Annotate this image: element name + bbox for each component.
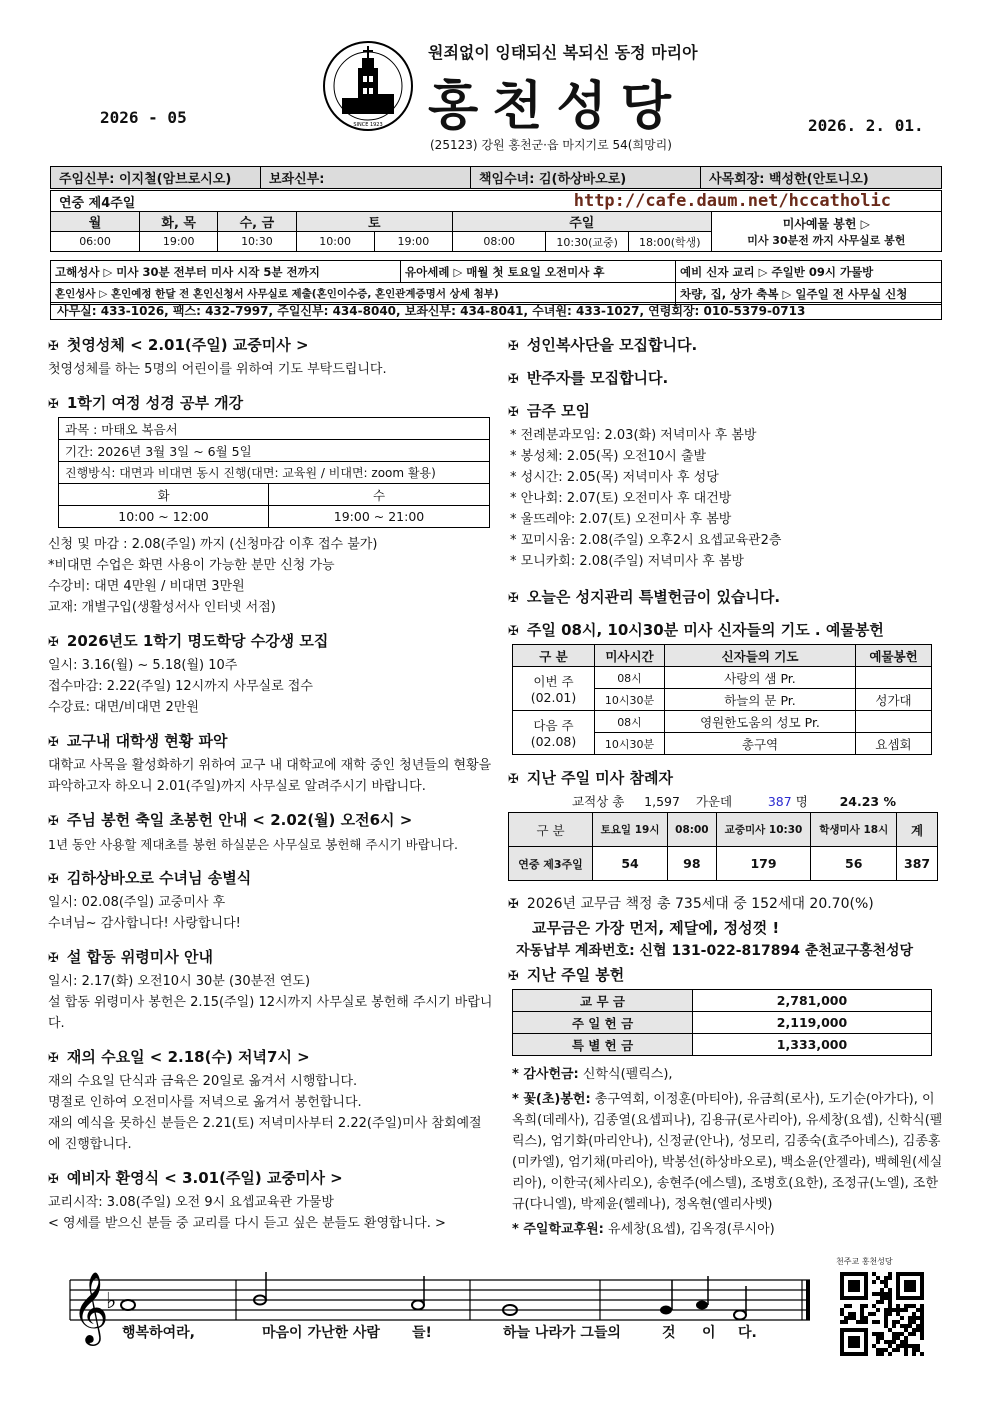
meeting-list — [508, 425, 944, 572]
cross-icon: ✠ — [48, 735, 59, 750]
prayer-offering: 요셉회 — [856, 733, 932, 755]
cross-icon: ✠ — [48, 635, 59, 650]
bible-day-wed: 수 — [269, 484, 490, 506]
offering-value: 2,781,000 — [693, 990, 932, 1012]
ash-line-1: 재의 수요일 단식과 금육은 20일로 옮겨서 시행합니다. — [48, 1074, 358, 1089]
baptism-notice: 유아세례 ▷ 매월 첫 토요일 오전미사 후 — [401, 261, 676, 283]
prayer-group: 사랑의 샘 Pr. — [665, 667, 856, 689]
quarter-note-icon — [660, 1280, 672, 1315]
att-value: 54 — [593, 847, 668, 881]
qr-code-icon[interactable] — [840, 1268, 924, 1360]
bible-method: 진행방식: 대면과 비대면 동시 진행(대면: 교육원 / 비대면: zoom 활용) — [59, 462, 490, 484]
ash-line-3: 재의 예식을 못하신 분들은 2.21(토) 저녁미사부터 2.22(주일)미사 참회예절에 진행합니다. — [48, 1116, 482, 1152]
meeting-item: * 모니카회: 2.08(주일) 저녁미사 후 봄방 — [510, 554, 744, 569]
section-catechumen-welcome: ✠ 예비자 환영식 < 3.01(주일) 교중미사 > — [48, 1169, 343, 1187]
time-wed-fri: 10:30 — [218, 232, 296, 252]
council-president: 사목회장: 백성한(안토니오) — [701, 167, 942, 189]
myeongdo-line-1: 일시: 3.16(월) ~ 5.18(월) 10주 — [48, 658, 238, 673]
section-weekly-meetings: ✠ 금주 모임 — [508, 402, 591, 420]
ash-line-2: 명절로 인하여 오전미사를 저녁으로 옮겨서 봉헌합니다. — [48, 1095, 362, 1110]
cross-icon: ✠ — [508, 405, 519, 420]
offering-note — [711, 212, 941, 252]
cross-icon: ✠ — [508, 339, 519, 354]
lyric: 마음이 가난한 사람 — [262, 1325, 380, 1341]
memorial-line-1: 일시: 2.17(화) 오전10시 30분 (30분전 연도) — [48, 974, 311, 989]
prayer-group: 영원한도움의 성모 Pr. — [665, 711, 856, 733]
time-sun-1: 08:00 — [452, 232, 545, 252]
cross-icon: ✠ — [48, 814, 59, 829]
bible-subject: 과목 : 마태오 복음서 — [59, 418, 490, 440]
section-candle: ✠ 주님 봉헌 축일 초봉헌 안내 < 2.02(월) 오전6시 > — [48, 811, 413, 829]
time-sun-3: 18:00(학생) — [628, 232, 711, 252]
att-row-label: 연중 제3주일 — [509, 847, 593, 881]
offering-value: 2,119,000 — [693, 1012, 932, 1034]
section-bible-study: ✠ 1학기 여정 성경 공부 개강 — [48, 394, 244, 412]
welcome-line-1: 교리시작: 3.08(주일) 오전 9시 요셉교육관 가물방 — [48, 1195, 334, 1210]
time-tue-thu: 19:00 — [140, 232, 218, 252]
att-head: 토요일 19시 — [593, 813, 668, 847]
liturgical-week: 연중 제4주일 — [51, 191, 453, 212]
bible-day-tue: 화 — [59, 484, 269, 506]
lyric: 다. — [738, 1325, 757, 1341]
day-wed-fri: 수, 금 — [218, 212, 296, 232]
prayer-time: 10시30분 — [595, 733, 665, 755]
qr-label: 천주교 홍천성당 — [836, 1257, 893, 1266]
confession-notice: 고해성사 ▷ 미사 30분 전부터 미사 시작 5분 전까지 — [51, 261, 401, 283]
section-prayer-offering: ✠ 주일 08시, 10시30분 미사 신자들의 기도 . 예물봉헌 — [508, 621, 884, 639]
prayer-head-4: 예물봉헌 — [856, 645, 932, 667]
bible-line-3: 수강비: 대면 4만원 / 비대면 3만원 — [48, 579, 245, 594]
att-head: 계 — [897, 813, 938, 847]
att-head: 구 분 — [509, 813, 593, 847]
bulletin-date: 2026. 2. 01. — [808, 116, 924, 135]
day-sun: 주일 — [452, 212, 711, 232]
myeongdo-line-3: 수강료: 대면/비대면 2만원 — [48, 700, 199, 715]
sacrament-notices — [50, 260, 942, 305]
first-communion-body: 첫영성체를 하는 5명의 어린이를 위하여 기도 부탁드립니다. — [48, 362, 387, 377]
prayer-group: 하늘의 문 Pr. — [665, 689, 856, 711]
bible-study-table — [58, 417, 490, 528]
meeting-item: * 성시간: 2.05(목) 저녁미사 후 성당 — [510, 470, 719, 485]
cross-icon: ✠ — [48, 951, 59, 966]
time-sat-2: 19:00 — [374, 232, 452, 252]
cross-icon: ✠ — [48, 397, 59, 412]
cross-icon: ✠ — [48, 1051, 59, 1066]
cross-icon: ✠ — [48, 872, 59, 887]
church-subtitle: 원죄없이 잉태되신 복되신 동정 마리아 — [428, 43, 698, 62]
memorial-line-2: 설 합동 위령미사 봉헌은 2.15(주일) 12시까지 사무실로 봉헌해 주시기 바랍니다. — [48, 995, 493, 1031]
church-address: (25123) 강원 홍천군·읍 마지기로 54(희망리) — [430, 138, 672, 152]
treble-clef-icon: 𝄞 — [72, 1270, 109, 1343]
prayer-offering — [856, 711, 932, 733]
farewell-line-2: 수녀님~ 감사합니다! 사랑합니다! — [48, 916, 241, 931]
bible-period: 기간: 2026년 3월 3일 ~ 6월 5일 — [59, 440, 490, 462]
right-column — [508, 322, 944, 1240]
section-dues: ✠ 2026년 교무금 책정 총 735세대 중 152세대 20.70(%) — [508, 896, 874, 912]
bible-line-1: 신청 및 마감 : 2.08(주일) 까지 (신청마감 이후 접수 불가) — [48, 537, 378, 552]
prayer-this-week: 이번 주 (02.01) — [513, 667, 595, 711]
bible-time-wed: 19:00 ~ 21:00 — [269, 506, 490, 528]
time-sat-1: 10:00 — [296, 232, 374, 252]
section-special-collection: ✠ 오늘은 성지관리 특별헌금이 있습니다. — [508, 588, 781, 606]
offering-label: 특 별 헌 금 — [513, 1034, 693, 1056]
prayer-group: 총구역 — [665, 733, 856, 755]
logo-since: SINCE 1923 — [353, 122, 383, 128]
att-value: 179 — [716, 847, 811, 881]
bible-line-2: *비대면 수업은 화면 사용이 가능한 분만 신청 가능 — [48, 558, 335, 573]
half-note-icon — [412, 1276, 424, 1310]
assistant-priest: 보좌신부: — [261, 167, 471, 189]
lyric: 하늘 나라가 그들의 — [503, 1325, 621, 1341]
cross-icon: ✠ — [508, 897, 519, 912]
prayer-head-1: 구 분 — [513, 645, 595, 667]
section-ash-wednesday: ✠ 재의 수요일 < 2.18(수) 저녁7시 > — [48, 1048, 310, 1066]
prayer-time: 08시 — [595, 711, 665, 733]
quarter-note-icon — [696, 1276, 708, 1310]
att-value: 387 — [897, 847, 938, 881]
offering-note-2: 미사 30분전 까지 사무실로 봉헌 — [747, 234, 906, 247]
section-attendance: ✠ 지난 주일 미사 참례자 — [508, 769, 673, 787]
att-head: 학생미사 18시 — [811, 813, 897, 847]
prayer-offering — [856, 667, 932, 689]
pastor: 주임신부: 이지철(암브로시오) — [51, 167, 261, 189]
cross-icon: ✠ — [508, 591, 519, 606]
section-altar-servers: ✠ 성인복사단을 모집합니다. — [508, 336, 698, 354]
offering-label: 주 일 헌 금 — [513, 1012, 693, 1034]
day-sat: 토 — [296, 212, 452, 232]
cross-icon: ✠ — [48, 339, 59, 354]
flower-offering: * 꽃(초)봉헌: 총구역회, 이정훈(마티아), 유금희(로사), 도기순(아가다), 이옥희(데레사), 김종열(요셉피나), 김용규(로사리아), 유세창(요셉), 신학식(펠릭스), 엄기화(마리안나), 신정균(안나), 성모리, 김종숙(효주아녜스), 김종홍(미카엘), 엄기채(마리아), 박봉선(하상바오로), 백소윤(안젤라), 백혜원(세실리아), 이한국(체사리오), 송현주(에스텔), 조병호(요한), 조정규(노엘), 조한규(다니엘), 박제윤(헬레나), 정옥현(엘리사벳) — [512, 1092, 943, 1212]
sister: 책임수녀: 김(하상바오로) — [471, 167, 701, 189]
cross-icon: ✠ — [508, 969, 519, 984]
att-head: 교중미사 10:30 — [716, 813, 811, 847]
offering-label: 교 무 금 — [513, 990, 693, 1012]
attendance-table — [508, 812, 938, 881]
candle-body: 1년 동안 사용할 제대초를 봉헌 하실분은 사무실로 봉헌해 주시기 바랍니다. — [48, 837, 458, 852]
att-value: 56 — [811, 847, 897, 881]
lyric: 것 — [662, 1325, 676, 1341]
thanks-offering: * 감사헌금: 신학식(펠릭스), — [512, 1067, 673, 1082]
half-note-icon — [734, 1286, 746, 1320]
lyric: 이 — [702, 1325, 716, 1341]
mass-schedule — [50, 190, 942, 252]
dues-account: 자동납부 계좌번호: 신협 131-022-817894 춘천교구홍천성당 — [516, 943, 914, 959]
offering-table — [512, 989, 932, 1056]
issue-number: 2026 - 05 — [100, 108, 187, 127]
staff-bar — [50, 166, 942, 189]
university-body: 대학교 사목을 활성화하기 위하여 교구 내 대학교에 재학 중인 청년들의 현황을 파악하고자 하오니 2.01(주일)까지 사무실로 알려주시기 바랍니다. — [48, 758, 492, 794]
day-mon: 월 — [51, 212, 140, 232]
prayer-next-week: 다음 주 (02.08) — [513, 711, 595, 755]
whole-note-icon — [121, 1300, 135, 1310]
welcome-line-2: < 영세를 받으신 분들 중 교리를 다시 듣고 싶은 분들도 환영합니다. > — [48, 1216, 446, 1231]
prayer-offering: 성가대 — [856, 689, 932, 711]
bible-time-tue: 10:00 ~ 12:00 — [59, 506, 269, 528]
dues-slogan: 교무금은 가장 먼저, 제달에, 정성껏 ! — [532, 919, 780, 937]
church-logo-icon — [322, 40, 414, 132]
section-myeongdo: ✠ 2026년도 1학기 명도학당 수강생 모집 — [48, 632, 329, 650]
prayer-table — [512, 644, 932, 755]
prayer-head-3: 신자들의 기도 — [665, 645, 856, 667]
section-university: ✠ 교구내 대학생 현황 파악 — [48, 732, 228, 750]
cross-icon: ✠ — [508, 772, 519, 787]
section-first-communion: ✠ 첫영성체 < 2.01(주일) 교중미사 > — [48, 336, 309, 354]
myeongdo-line-2: 접수마감: 2.22(주일) 12시까지 사무실로 접수 — [48, 679, 313, 694]
flat-icon: ♭ — [106, 1289, 117, 1314]
section-accompanist: ✠ 반주자를 모집합니다. — [508, 369, 669, 387]
offering-value: 1,333,000 — [693, 1034, 932, 1056]
meeting-item: * 안나회: 2.07(토) 오전미사 후 대건방 — [510, 491, 732, 506]
cross-icon: ✠ — [508, 372, 519, 387]
lyric: 들! — [412, 1325, 432, 1341]
blessing-notice: 차량, 집, 상가 축복 ▷ 일주일 전 사무실 신청 — [676, 283, 942, 305]
section-farewell: ✠ 김하상바오로 수녀님 송별식 — [48, 869, 252, 887]
offering-note-1: 미사예물 봉헌 ▷ — [782, 217, 870, 231]
prayer-time: 08시 — [595, 667, 665, 689]
bible-line-4: 교재: 개별구입(생활성서사 인터넷 서점) — [48, 600, 276, 615]
left-column — [48, 322, 494, 1234]
meeting-item: * 울뜨레야: 2.07(토) 오전미사 후 봄방 — [510, 512, 732, 527]
cafe-link[interactable]: http://cafe.daum.net/hccatholic — [452, 191, 941, 212]
meeting-item: * 전례분과모임: 2.03(화) 저녁미사 후 봄방 — [510, 428, 757, 443]
prayer-head-2: 미사시간 — [595, 645, 665, 667]
cross-icon: ✠ — [508, 624, 519, 639]
day-tue-thu: 화, 목 — [140, 212, 218, 232]
prayer-time: 10시30분 — [595, 689, 665, 711]
farewell-line-1: 일시: 02.08(주일) 교중미사 후 — [48, 895, 226, 910]
attendance-summary: 교적상 총 1,597 가운데 387 명 24.23 % — [572, 794, 896, 809]
phone-numbers: 사무실: 433-1026, 팩스: 432-7997, 주일신부: 434-8040, 보좌신부: 434-8041, 수녀원: 433-1027, 연령회장: 010-5379-0713 — [50, 302, 942, 320]
marriage-notice: 혼인성사 ▷ 혼인예정 한달 전 혼인신청서 사무실로 제출(혼인이수증, 혼인관계증명서 상세 첨부) — [51, 283, 676, 305]
meeting-item: * 꼬미시움: 2.08(주일) 오후2시 요셉교육관2층 — [510, 533, 782, 548]
catechumen-notice: 예비 신자 교리 ▷ 주일반 09시 가물방 — [676, 261, 942, 283]
time-sun-2: 10:30(교중) — [546, 232, 629, 252]
meeting-item: * 봉성체: 2.05(목) 오전10시 출발 — [510, 449, 707, 464]
lyric: 행복하여라, — [122, 1325, 195, 1341]
att-value: 98 — [668, 847, 717, 881]
att-head: 08:00 — [668, 813, 717, 847]
sunday-school-sponsor: * 주일학교후원: 유세창(요셉), 김옥경(루시아) — [512, 1222, 775, 1237]
section-last-offering: ✠ 지난 주일 봉헌 — [508, 966, 625, 984]
cross-icon: ✠ — [48, 1172, 59, 1187]
church-name: 홍천성당 — [428, 77, 685, 137]
time-mon: 06:00 — [51, 232, 140, 252]
section-memorial-mass: ✠ 설 합동 위령미사 안내 — [48, 948, 213, 966]
bulletin-header — [0, 0, 992, 165]
